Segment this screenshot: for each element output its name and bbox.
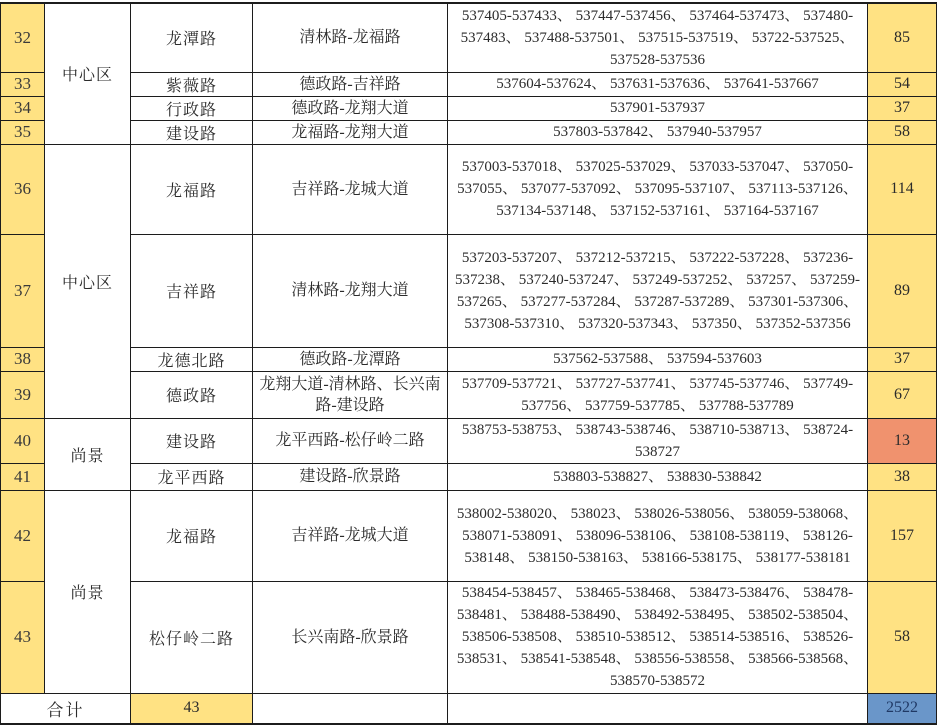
road-name-cell: 建设路 bbox=[131, 418, 253, 463]
number-ranges-cell: 537203-537207、 537212-537215、 537222-537228、 537236-537238、 537240-537247、 537249-537252、 537257、 537259-537265、 537277-537284、 537287-537289、 537301-537306、 537308-537310、 537320-537343、 537350、 537352-537356 bbox=[448, 234, 868, 347]
segment-cell: 德政路-龙潭路 bbox=[253, 347, 448, 371]
row-number-cell: 36 bbox=[1, 144, 45, 234]
total-empty-segment-cell bbox=[253, 693, 448, 724]
table-row bbox=[1, 347, 937, 371]
count-cell: 54 bbox=[868, 72, 937, 96]
segment-cell: 德政路-吉祥路 bbox=[253, 72, 448, 96]
house-number-table bbox=[0, 2, 937, 725]
count-cell: 37 bbox=[868, 347, 937, 371]
road-name-cell: 建设路 bbox=[131, 120, 253, 144]
row-number-cell: 35 bbox=[1, 120, 45, 144]
number-ranges-cell: 537901-537937 bbox=[448, 96, 868, 120]
count-cell: 58 bbox=[868, 120, 937, 144]
number-ranges-cell: 537405-537433、 537447-537456、 537464-537473、 537480-537483、 537488-537501、 537515-537519、 53722-537525、 537528-537536 bbox=[448, 3, 868, 72]
table-row bbox=[1, 581, 937, 693]
row-number-cell: 34 bbox=[1, 96, 45, 120]
road-name-cell: 龙福路 bbox=[131, 490, 253, 581]
segment-cell: 德政路-龙翔大道 bbox=[253, 96, 448, 120]
segment-cell: 龙平西路-松仔岭二路 bbox=[253, 418, 448, 463]
table-row bbox=[1, 120, 937, 144]
count-cell: 37 bbox=[868, 96, 937, 120]
table-row bbox=[1, 72, 937, 96]
row-number-cell: 37 bbox=[1, 234, 45, 347]
road-name-cell: 德政路 bbox=[131, 371, 253, 418]
number-ranges-cell: 538753-538753、 538743-538746、 538710-538713、 538724-538727 bbox=[448, 418, 868, 463]
road-name-cell: 龙潭路 bbox=[131, 3, 253, 72]
row-number-cell: 33 bbox=[1, 72, 45, 96]
number-ranges-cell: 537604-537624、 537631-537636、 537641-537667 bbox=[448, 72, 868, 96]
count-cell: 114 bbox=[868, 144, 937, 234]
segment-cell: 吉祥路-龙城大道 bbox=[253, 490, 448, 581]
segment-cell: 吉祥路-龙城大道 bbox=[253, 144, 448, 234]
table-row bbox=[1, 490, 937, 581]
total-row bbox=[1, 693, 937, 724]
count-cell: 85 bbox=[868, 3, 937, 72]
district-cell: 中心区 bbox=[45, 3, 131, 144]
segment-cell: 龙福路-龙翔大道 bbox=[253, 120, 448, 144]
row-number-cell: 38 bbox=[1, 347, 45, 371]
segment-cell: 清林路-龙福路 bbox=[253, 3, 448, 72]
road-name-cell: 龙福路 bbox=[131, 144, 253, 234]
row-number-cell: 39 bbox=[1, 371, 45, 418]
segment-cell: 长兴南路-欣景路 bbox=[253, 581, 448, 693]
number-ranges-cell: 538454-538457、 538465-538468、 538473-538476、 538478-538481、 538488-538490、 538492-538495、 538502-538504、 538506-538508、 538510-538512、 538514-538516、 538526-538531、 538541-538548、 538556-538558、 538566-538568、 538570-538572 bbox=[448, 581, 868, 693]
table-row bbox=[1, 234, 937, 347]
row-number-cell: 32 bbox=[1, 3, 45, 72]
road-name-cell: 行政路 bbox=[131, 96, 253, 120]
count-cell: 67 bbox=[868, 371, 937, 418]
segment-cell: 龙翔大道-清林路、长兴南路-建设路 bbox=[253, 371, 448, 418]
table-row bbox=[1, 96, 937, 120]
row-number-cell: 41 bbox=[1, 463, 45, 490]
table-row bbox=[1, 144, 937, 234]
road-name-cell: 龙德北路 bbox=[131, 347, 253, 371]
road-name-cell: 松仔岭二路 bbox=[131, 581, 253, 693]
table-row bbox=[1, 3, 937, 72]
district-cell: 尚景 bbox=[45, 418, 131, 490]
number-ranges-cell: 537562-537588、 537594-537603 bbox=[448, 347, 868, 371]
total-empty-ranges-cell bbox=[448, 693, 868, 724]
segment-cell: 建设路-欣景路 bbox=[253, 463, 448, 490]
district-cell: 中心区 bbox=[45, 144, 131, 418]
district-cell: 尚景 bbox=[45, 490, 131, 693]
table-row bbox=[1, 371, 937, 418]
number-ranges-cell: 538002-538020、 538023、 538026-538056、 538059-538068、 538071-538091、 538096-538106、 538108-538119、 538126-538148、 538150-538163、 538166-538175、 538177-538181 bbox=[448, 490, 868, 581]
count-cell: 58 bbox=[868, 581, 937, 693]
number-ranges-cell: 537803-537842、 537940-537957 bbox=[448, 120, 868, 144]
road-name-cell: 龙平西路 bbox=[131, 463, 253, 490]
total-roads-count-cell: 43 bbox=[131, 693, 253, 724]
count-cell-highlighted: 13 bbox=[868, 418, 937, 463]
row-number-cell: 43 bbox=[1, 581, 45, 693]
row-number-cell: 42 bbox=[1, 490, 45, 581]
number-ranges-cell: 538803-538827、 538830-538842 bbox=[448, 463, 868, 490]
table-row bbox=[1, 418, 937, 463]
count-cell: 157 bbox=[868, 490, 937, 581]
table-row bbox=[1, 463, 937, 490]
road-name-cell: 吉祥路 bbox=[131, 234, 253, 347]
number-ranges-cell: 537003-537018、 537025-537029、 537033-537047、 537050-537055、 537077-537092、 537095-537107、 537113-537126、 537134-537148、 537152-537161、 537164-537167 bbox=[448, 144, 868, 234]
number-ranges-cell: 537709-537721、 537727-537741、 537745-537746、 537749-537756、 537759-537785、 537788-537789 bbox=[448, 371, 868, 418]
segment-cell: 清林路-龙翔大道 bbox=[253, 234, 448, 347]
grand-total-cell: 2522 bbox=[868, 693, 937, 724]
count-cell: 38 bbox=[868, 463, 937, 490]
total-label-cell: 合计 bbox=[1, 693, 131, 724]
count-cell: 89 bbox=[868, 234, 937, 347]
row-number-cell: 40 bbox=[1, 418, 45, 463]
road-name-cell: 紫薇路 bbox=[131, 72, 253, 96]
